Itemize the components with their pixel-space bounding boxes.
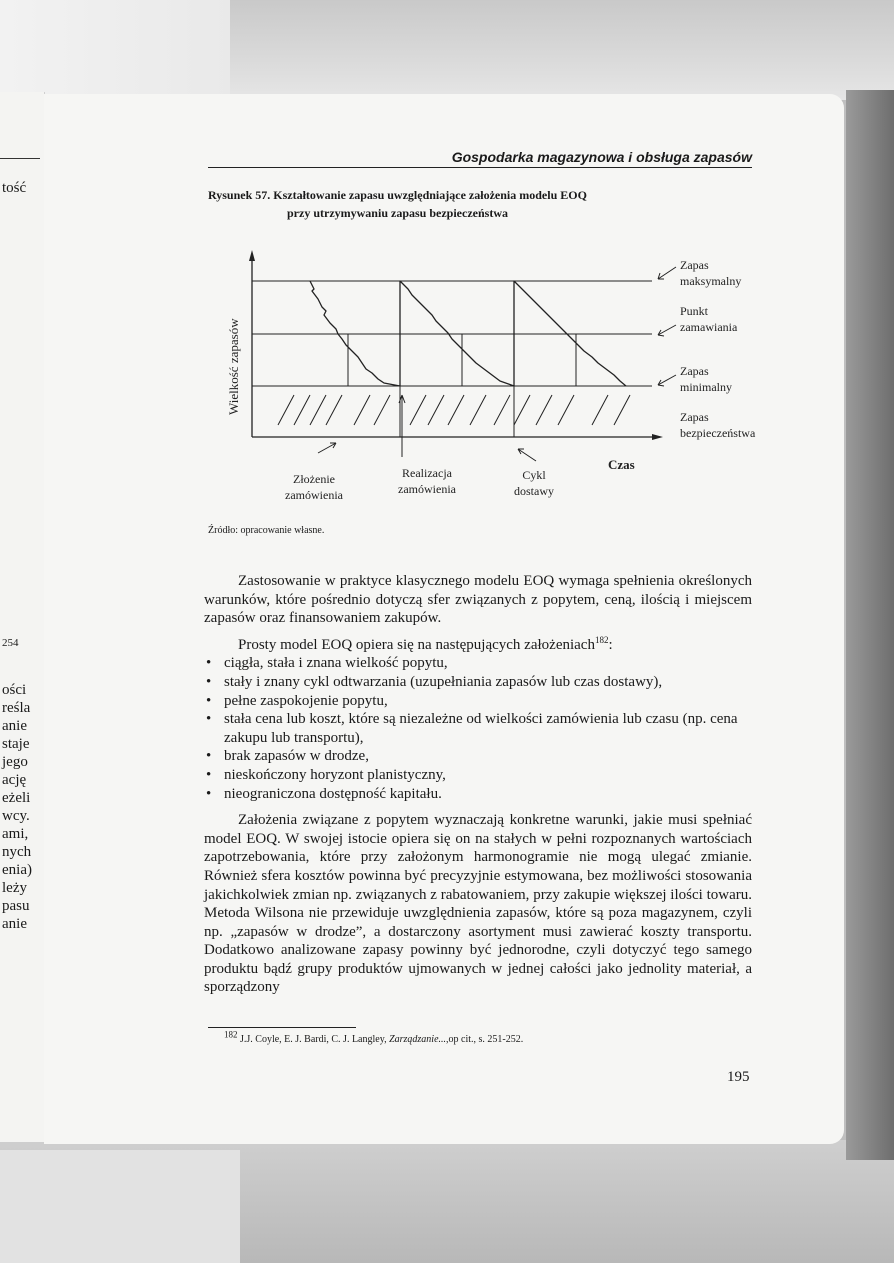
left-fragment: ację [2, 772, 27, 788]
running-head-rule [208, 167, 752, 168]
label-order-2: zamówienia [285, 488, 343, 502]
footnote-rule [208, 1027, 356, 1028]
y-axis-label: Wielkość zapasów [226, 318, 241, 415]
left-fragment: jego [2, 754, 28, 770]
left-fragment: enia) [2, 862, 32, 878]
body-text [204, 572, 752, 997]
left-fragment: reśla [2, 700, 31, 716]
left-fragment: leży [2, 880, 27, 896]
label-min-2: minimalny [680, 380, 732, 394]
label-min-1: Zapas [680, 364, 709, 378]
left-fragment: staje [2, 736, 30, 752]
left-page-rule [0, 158, 40, 159]
left-fragment: eżeli [2, 790, 31, 806]
label-delivery-2: zamówienia [398, 482, 456, 496]
footnote-number: 182 [224, 1029, 238, 1040]
list-item: • nieograniczona dostępność kapitału. [204, 785, 752, 804]
paragraph [204, 636, 752, 655]
list-item: • stała cena lub koszt, które są niezależne od wielkości zamówienia lub czasu (np. cena zakupu lub transportu), [204, 710, 752, 747]
paragraph-colon: : [608, 636, 613, 653]
running-head: Gospodarka magazynowa i obsługa zapasów [451, 149, 752, 165]
x-axis-arrow-icon [652, 434, 663, 440]
list-item: • brak zapasów w drodze, [204, 747, 752, 766]
label-cycle-1: Cykl [522, 468, 546, 482]
left-fragment: 254 [2, 637, 19, 649]
figure-caption-line2: przy utrzymywaniu zapasu bezpieczeństwa [287, 206, 508, 220]
list-item: • stały i znany cykl odtwarzania (uzupełniania zapasów lub czas dostawy), [204, 673, 752, 692]
assumption-list [204, 654, 752, 803]
label-reorder-2: zamawiania [680, 320, 738, 334]
list-item: • ciągła, stała i znana wielkość popytu, [204, 654, 752, 673]
left-page-strip [0, 92, 45, 1142]
paragraph-text: Prosty model EOQ opiera się na następujących założeniach [238, 636, 595, 653]
paragraph: Założenia związane z popytem wyznaczają konkretne warunki, jakie musi spełniać model EOQ. W swojej istocie opiera się on na stałych w pełni rozpoznanych wartościach zapotrzebowania, które przy założonym harmonogramie nie mogą ulegać zmianie. Również sfera kosztów powinna być precyzyjnie estymowana, bez możliwości stosowania jakichkolwiek zmian np. związanych z rabatowaniem, przy zakupie większej ilości towaru. Metoda Wilsona nie przewiduje uwzględnienia zapasów, które są poza magazynem, czyli np. „zapasów w drodze”, a dostarczony asortyment musi zawierać koszty transportu. Dodatkowo analizowane zapasy powinny być jednorodne, czyli dotyczyć tego samego produktu bądź grupy produktów ujmowanych w jednej całości jako jednolity materiał, a sporządzony [204, 812, 752, 996]
footnote-title: Zarządzanie... [389, 1034, 447, 1045]
scan-background-bottom-light [0, 1150, 240, 1263]
safety-stock-hatching [278, 395, 630, 425]
left-fragment: ami, [2, 826, 29, 842]
scan-background-right [846, 90, 894, 1160]
left-fragment: pasu [2, 898, 30, 914]
list-item: • nieskończony horyzont planistyczny, [204, 766, 752, 785]
left-fragment: wcy. [2, 808, 30, 824]
footnote-ref: 182 [594, 634, 609, 645]
scan-background-top-light [0, 0, 230, 100]
y-axis-arrow-icon [249, 250, 255, 261]
list-item: • pełne zaspokojenie popytu, [204, 692, 752, 711]
page-number: 195 [727, 1069, 750, 1085]
x-axis-label: Czas [608, 457, 635, 472]
left-fragment: anie [2, 718, 27, 734]
left-fragment: ości [2, 682, 27, 698]
figure-caption-line1: Rysunek 57. Kształtowanie zapasu uwzględniające założenia modelu EOQ [208, 188, 587, 202]
footnote [224, 1029, 524, 1045]
label-max-1: Zapas [680, 258, 709, 272]
left-fragment: tość [2, 180, 27, 196]
label-reorder-1: Punkt [680, 304, 709, 318]
figure-caption [208, 186, 587, 222]
label-pointers [318, 267, 676, 461]
label-cycle-2: dostawy [514, 484, 554, 498]
eoq-diagram [214, 245, 774, 510]
footnote-authors: J.J. Coyle, E. J. Bardi, C. J. Langley, [240, 1034, 390, 1045]
footnote-rest: ,op cit., s. 251-252. [446, 1034, 524, 1045]
paragraph: Zastosowanie w praktyce klasycznego modelu EOQ wymaga spełnienia określonych warunków, które pośrednio dotyczą sfer związanych z popytem, ceną, ilością i miejscem zapasów oraz finansowaniem zakupów. [204, 573, 752, 627]
label-max-2: maksymalny [680, 274, 742, 288]
label-safety-1: Zapas [680, 410, 709, 424]
label-order-1: Złożenie [293, 472, 335, 486]
left-fragment: anie [2, 916, 27, 932]
label-delivery-1: Realizacja [402, 466, 452, 480]
figure-source: Źródło: opracowanie własne. [208, 525, 325, 536]
label-safety-2: bezpieczeństwa [680, 426, 756, 440]
left-fragment: nych [2, 844, 32, 860]
